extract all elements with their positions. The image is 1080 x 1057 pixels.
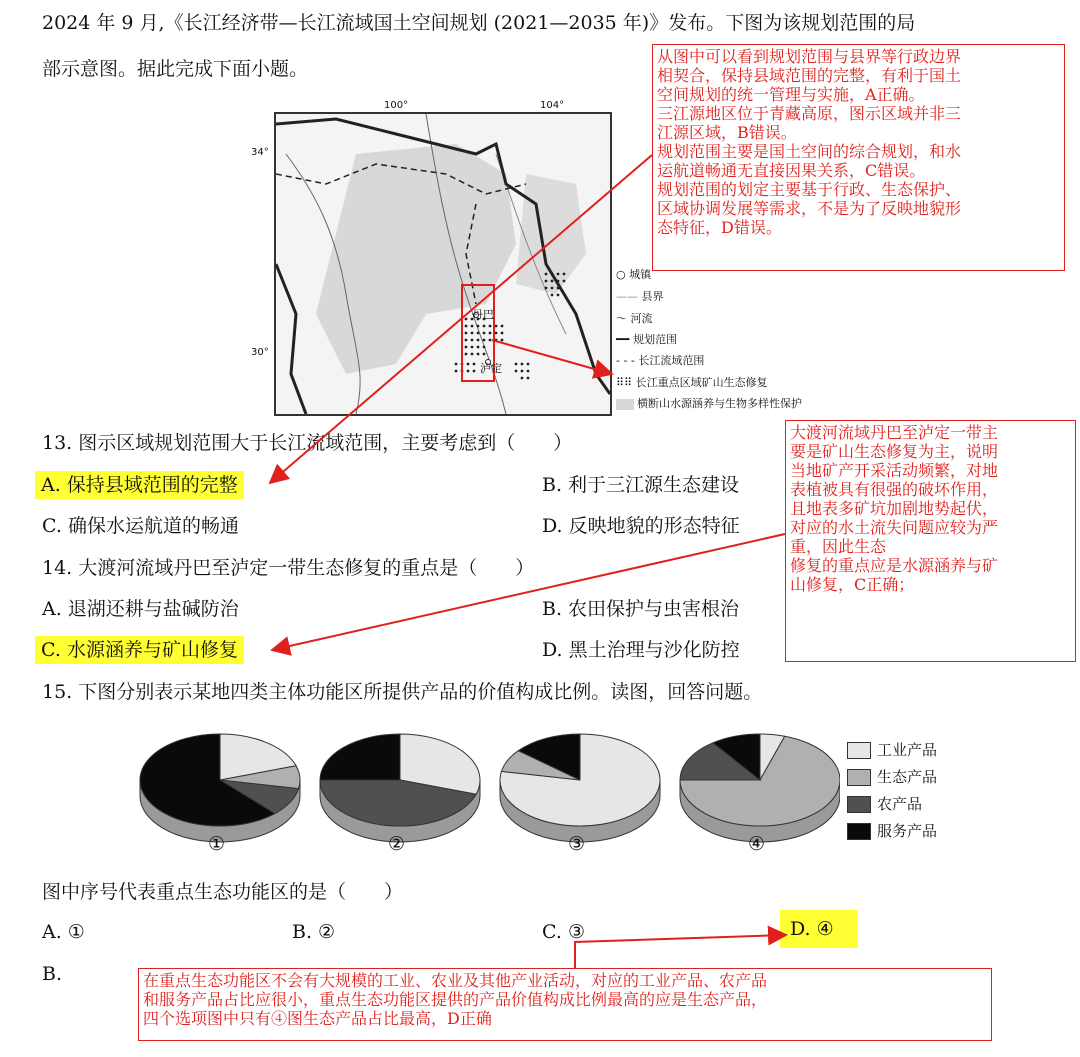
pie-label-4: ④	[748, 833, 766, 855]
q15-option-a[interactable]: A. ①	[42, 921, 85, 943]
legend-county-boundary: —— 县界	[616, 290, 664, 303]
place-danba: 丹巴	[472, 308, 494, 321]
lon-label-100: 100°	[384, 100, 409, 111]
pie-legend-agriculture: 农产品	[847, 795, 922, 813]
thin-line-icon: ——	[616, 290, 642, 303]
q14-stem: 14. 大渡河流域丹巴至泸定一带生态修复的重点是（ ）	[42, 557, 535, 579]
thick-line-icon: ━━	[616, 333, 634, 346]
q15-option-d[interactable]: D. ④	[780, 910, 858, 948]
q13-option-b[interactable]: B. 利于三江源生态建设	[542, 474, 740, 496]
arrow-note2-to-q14c	[272, 534, 785, 650]
legend-river: 〜 河流	[616, 312, 653, 325]
annotation-q13: 从图中可以看到规划范围与县界等行政边界 相契合，保持县域范围的完整，有利于国土 空间规划的统一管理与实施，A正确。 三江源地区位于青藏高原，图示区域并非三 江源区域，B错误。 规划范围主要是国土空间的综合规划，和水 运航道畅通无直接因果关系，C错误。 规划范围的划定主要基于行政、生态保护、 区域协调发展等需求，不是为了反映地貌形 态特征，D错误。	[652, 44, 1065, 271]
q15-option-c[interactable]: C. ③	[542, 921, 585, 943]
dashed-line-icon: - - -	[616, 354, 639, 367]
lon-label-104: 104°	[540, 100, 565, 111]
q15-stem: 15. 下图分别表示某地四类主体功能区所提供产品的价值构成比例。读图，回答问题。	[42, 681, 763, 703]
legend-basin-scope: - - - 长江流域范围	[616, 354, 705, 367]
town-symbol-icon: ○	[616, 268, 630, 281]
pie-label-1: ①	[208, 833, 226, 855]
river-line-icon: 〜	[616, 312, 631, 325]
q14-option-c[interactable]: C. 水源涵养与矿山修复	[35, 636, 244, 664]
lat-label-34: 34°	[251, 147, 269, 158]
pie-legend-service: 服务产品	[847, 822, 937, 840]
place-luding: 泸定	[480, 362, 502, 375]
q13-option-c[interactable]: C. 确保水运航道的畅通	[42, 515, 239, 537]
q15-option-b[interactable]: B. ②	[292, 921, 336, 943]
q14-option-a[interactable]: A. 退湖还耕与盐碱防治	[42, 598, 239, 620]
intro-line-1: 2024 年 9 月,《长江经济带—长江流域国土空间规划 (2021—2035 年)》发布。下图为该规划范围的局	[42, 12, 916, 34]
legend-planning-scope: ━━ 规划范围	[616, 333, 678, 346]
pie-legend-industry: 工业产品	[847, 741, 937, 759]
pie-label-3: ③	[568, 833, 586, 855]
q13-option-d[interactable]: D. 反映地貌的形态特征	[542, 515, 740, 537]
lat-label-30: 30°	[251, 347, 269, 358]
legend-town: ○ 城镇	[616, 268, 652, 281]
legend-mining-restoration: ⠿⠿ 长江重点区域矿山生态修复	[616, 376, 768, 389]
arrow-note1-to-q13a	[270, 155, 652, 483]
annotation-q14: 大渡河流域丹巴至泸定一带主 要是矿山生态修复为主，说明 当地矿产开采活动频繁，对地 表植被具有很强的破坏作用， 且地表多矿坑加剧地势起伏， 对应的水土流失问题应较为严 重，因此生态 修复的重点应是水源涵养与矿 山修复，C正确；	[785, 420, 1076, 662]
arrow-note3-to-q15d	[575, 935, 786, 968]
q13-stem: 13. 图示区域规划范围大于长江流域范围，主要考虑到（ ）	[42, 432, 573, 454]
intro-line-2: 部示意图。据此完成下面小题。	[42, 58, 309, 80]
dotted-area-icon: ⠿⠿	[616, 376, 636, 389]
pie-label-2: ②	[388, 833, 406, 855]
annotation-q15: 在重点生态功能区不会有大规模的工业、农业及其他产业活动，对应的工业产品、农产品 和服务产品占比应很小，重点生态功能区提供的产品价值构成比例最高的应是生态产品， 四个选项图中只有④图生态产品占比最高，D正确	[138, 968, 992, 1041]
arrow-map-box-to-legend	[492, 340, 612, 374]
q14-option-d[interactable]: D. 黑土治理与沙化防控	[542, 639, 740, 661]
q13-option-a[interactable]: A. 保持县域范围的完整	[35, 471, 244, 499]
q15-sub-stem: 图中序号代表重点生态功能区的是（ ）	[42, 881, 404, 903]
q14-option-b[interactable]: B. 农田保护与虫害根治	[542, 598, 740, 620]
pie-legend-ecology: 生态产品	[847, 768, 937, 786]
legend-hengduan-protection: 横断山水源涵养与生物多样性保护	[616, 397, 802, 411]
q15-extra-option: B.	[42, 963, 63, 985]
